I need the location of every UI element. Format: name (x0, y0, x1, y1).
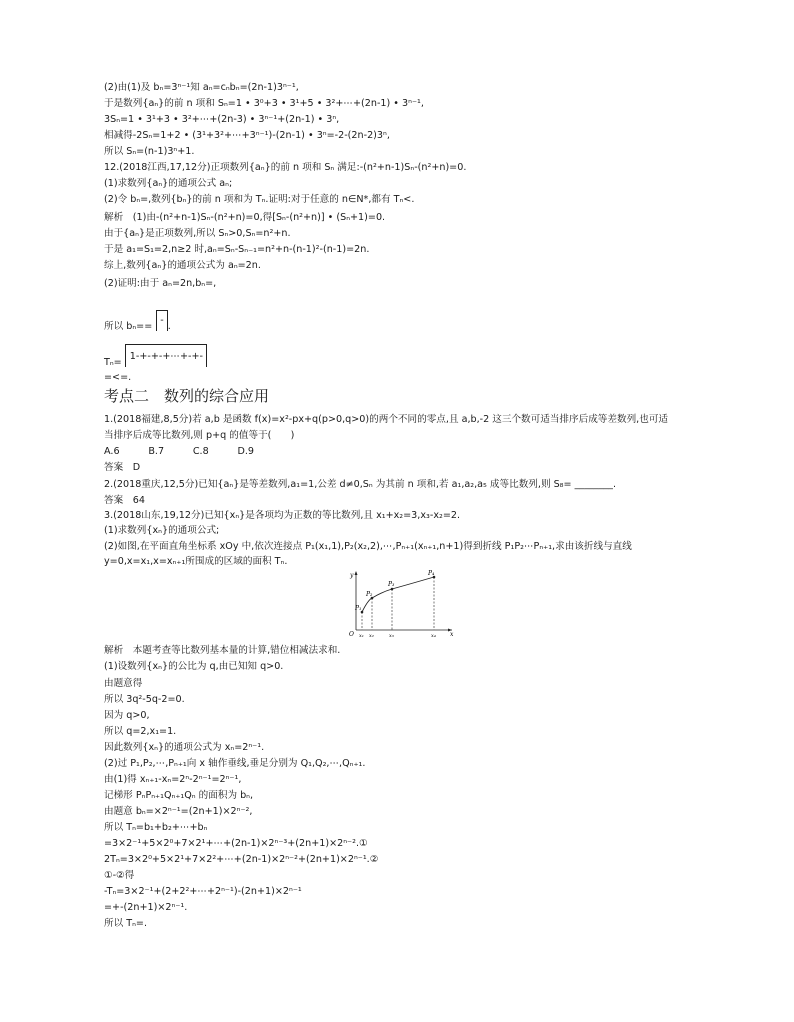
text-line: 所以 Sₙ=(n-1)3ⁿ+1. (104, 146, 195, 157)
solution-line: 解析 本题考查等比数列基本量的计算,错位相减法求和. (104, 645, 341, 656)
x4-label: x₄ (431, 633, 436, 638)
problem-3: 3.(2018山东,19,12分)已知{xₙ}是各项均为正数的等比数列,且 x₁+x₂=3,x₃-x₂=2. (104, 510, 461, 521)
figure-svg (340, 568, 458, 638)
text-line: (2)如图,在平面直角坐标系 xOy 中,依次连接点 P₁(x₁,1),P₂(x₂,2),⋯,Pₙ₊₁(xₙ₊₁,n+1)得到折线 P₁P₂⋯Pₙ₊₁,求由该折线与直线 (104, 541, 632, 552)
text-line: 因此数列{xₙ}的通项公式为 xₙ=2ⁿ⁻¹. (104, 742, 265, 753)
text-line: 2Tₙ=3×2⁰+5×2¹+7×2²+⋯+(2n-1)×2ⁿ⁻²+(2n+1)×2ⁿ⁻¹.② (104, 854, 379, 865)
solution-line: 解析 (1)由-(n²+n-1)Sₙ-(n²+n)=0,得[Sₙ-(n²+n)] • (Sₙ+1)=0. (104, 212, 386, 223)
bn-formula-text: 所以 bₙ== (104, 321, 153, 332)
text-line: =3×2⁻¹+5×2⁰+7×2¹+⋯+(2n-1)×2ⁿ⁻³+(2n+1)×2ⁿ⁻².① (104, 838, 368, 849)
choices: A.6 B.7 C.8 D.9 (104, 446, 255, 457)
text-line: (1)求数列{aₙ}的通项公式 aₙ; (104, 178, 233, 189)
polyline-figure (340, 568, 458, 642)
tn-prefix: Tₙ= (104, 357, 122, 368)
bn-formula-line (104, 316, 171, 337)
problem-1: 1.(2018福建,8,5分)若 a,b 是函数 f(x)=x²-px+q(p>0,q>0)的两个不同的零点,且 a,b,-2 这三个数可适当排序后成等差数列,也可适 (104, 414, 669, 425)
text-line: 当排序后成等比数列,则 p+q 的值等于( ) (104, 430, 295, 441)
text-line: 记梯形 PₙPₙ₊₁Qₙ₊₁Qₙ 的面积为 bₙ, (104, 790, 254, 801)
tn-formula-line (104, 350, 207, 373)
y-axis-arrow (355, 571, 358, 575)
text-line: 综上,数列{aₙ}的通项公式为 aₙ=2n. (104, 260, 261, 271)
text-line: ①-②得 (104, 870, 135, 881)
tn-bracket: 1-+-+-+⋯+-+- (125, 344, 207, 367)
text-line: (2)过 P₁,P₂,⋯,Pₙ₊₁向 x 轴作垂线,垂足分别为 Q₁,Q₂,⋯,Qₙ₊₁. (104, 758, 366, 769)
section-heading: 考点二 数列的综合应用 (104, 387, 270, 405)
x2-label: x₂ (369, 633, 374, 638)
answer-2: 答案 64 (104, 495, 145, 506)
problem-2: 2.(2018重庆,12,5分)已知{aₙ}是等差数列,a₁=1,公差 d≠0,Sₙ 为其前 n 项和,若 a₁,a₂,a₅ 成等比数列,则 S₈= ________. (104, 479, 617, 490)
text-line: 相减得-2Sₙ=1+2 • (3¹+3²+⋯+3ⁿ⁻¹)-(2n-1) • 3ⁿ=-2-(2n-2)3ⁿ, (104, 130, 390, 141)
text-line: 由于{aₙ}是正项数列,所以 Sₙ>0,Sₙ=n²+n. (104, 228, 291, 239)
text-line: 因为 q>0, (104, 710, 150, 721)
x1-label: x₁ (359, 633, 364, 638)
text-line: 由题意得 (104, 678, 143, 689)
text-line: (2)证明:由于 aₙ=2n,bₙ=, (104, 278, 217, 289)
text-line: 所以 Tₙ=b₁+b₂+⋯+bₙ (104, 822, 208, 833)
text-line: 3Sₙ=1 • 3¹+3 • 3²+⋯+(2n-3) • 3ⁿ⁻¹+(2n-1) • 3ⁿ, (104, 114, 340, 125)
text-line: 于是数列{aₙ}的前 n 项和 Sₙ=1 • 3⁰+3 • 3¹+5 • 3²+⋯+(2n-1) • 3ⁿ⁻¹, (104, 98, 424, 109)
x-label: x (450, 631, 454, 638)
p2-label: P₂ (366, 591, 373, 598)
text-line: (1)求数列{xₙ}的通项公式; (104, 525, 220, 536)
bn-period: . (167, 321, 171, 332)
origin-label: O (349, 631, 354, 638)
text-line: y=0,x=x₁,x=xₙ₊₁所围成的区域的面积 Tₙ. (104, 556, 288, 567)
text-line: 所以 q=2,x₁=1. (104, 726, 177, 737)
polyline-curve (362, 577, 434, 612)
p1-label: P₁ (355, 605, 362, 612)
tn-result: =<=. (104, 372, 132, 383)
text-line: 所以 3q²-5q-2=0. (104, 694, 185, 705)
problem-12: 12.(2018江西,17,12分)正项数列{aₙ}的前 n 项和 Sₙ 满足:-(n²+n-1)Sₙ-(n²+n)=0. (104, 162, 467, 173)
x3-label: x₃ (389, 633, 394, 638)
text-line: 于是 a₁=S₁=2,n≥2 时,aₙ=Sₙ-Sₙ₋₁=n²+n-(n-1)²-(n-1)=2n. (104, 244, 370, 255)
p3-label: P₃ (388, 581, 395, 588)
text-line: (1)设数列{xₙ}的公比为 q,由已知知 q>0. (104, 661, 284, 672)
p4-label: P₄ (428, 570, 435, 577)
text-line: 所以 Tₙ=. (104, 918, 148, 929)
answer-1: 答案 D (104, 462, 141, 473)
text-line: 由题意 bₙ=×2ⁿ⁻¹=(2n+1)×2ⁿ⁻², (104, 806, 253, 817)
point-p3 (391, 588, 394, 591)
text-line: (2)令 bₙ=,数列{bₙ}的前 n 项和为 Tₙ.证明:对于任意的 n∈N*,都有 Tₙ<. (104, 194, 415, 205)
text-line: (2)由(1)及 bₙ=3ⁿ⁻¹知 aₙ=cₙbₙ=(2n-1)3ⁿ⁻¹, (104, 82, 299, 93)
y-label: y (350, 572, 354, 579)
text-line: =+-(2n+1)×2ⁿ⁻¹. (104, 902, 188, 913)
text-line: -Tₙ=3×2⁻¹+(2+2²+⋯+2ⁿ⁻¹)-(2n+1)×2ⁿ⁻¹ (104, 886, 302, 897)
bn-bracket: - (156, 310, 167, 331)
text-line: 由(1)得 xₙ₊₁-xₙ=2ⁿ-2ⁿ⁻¹=2ⁿ⁻¹, (104, 774, 242, 785)
